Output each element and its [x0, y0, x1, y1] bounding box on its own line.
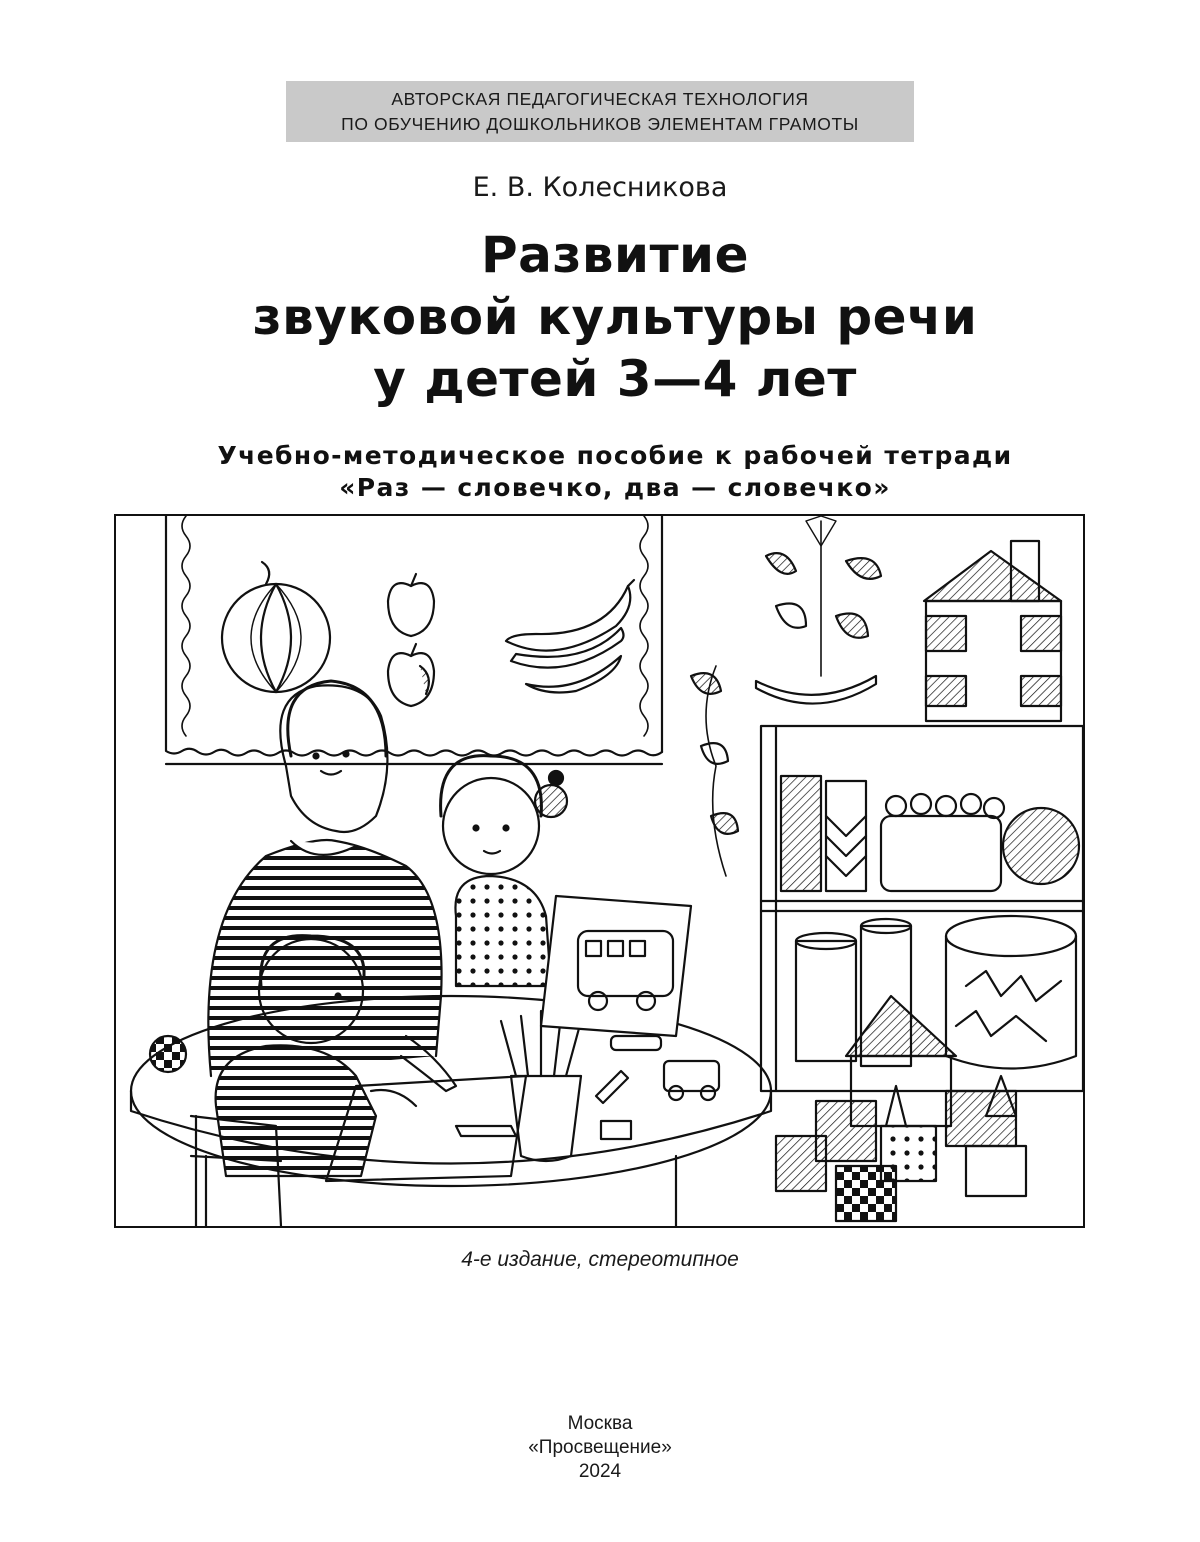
imprint-year: 2024	[578, 1461, 622, 1482]
subtitle-line-1: Учебно-методическое пособие к рабочей тетради	[217, 441, 1013, 470]
teacher-figure	[208, 681, 456, 1091]
series-line-2: ПО ОБУЧЕНИЮ ДОШКОЛЬНИКОВ ЭЛЕМЕНТАМ ГРАМОТЫ	[341, 114, 859, 134]
title-line-3: у детей 3—4 лет	[373, 350, 857, 408]
subtitle-line-2: «Раз — словечко, два — словечко»	[339, 473, 891, 502]
title-line-2: звуковой культуры речи	[252, 288, 978, 346]
illustration-drawing	[116, 516, 1083, 1226]
imprint-publisher: «Просвещение»	[528, 1437, 672, 1458]
author-name: Е. В. Колесникова	[472, 172, 728, 203]
series-line-1: АВТОРСКАЯ ПЕДАГОГИЧЕСКАЯ ТЕХНОЛОГИЯ	[391, 89, 809, 109]
book-title	[0, 224, 1200, 410]
classroom-illustration	[114, 514, 1085, 1228]
book-subtitle	[0, 440, 1200, 504]
series-banner	[286, 81, 914, 142]
edition-note: 4-е издание, стереотипное	[461, 1248, 739, 1271]
toy-block-house	[924, 541, 1061, 721]
imprint-city: Москва	[567, 1413, 633, 1434]
publisher-imprint	[0, 1412, 1200, 1484]
girl-figure	[441, 756, 691, 1036]
fruit-poster	[166, 516, 662, 764]
title-line-1: Развитие	[480, 226, 750, 284]
